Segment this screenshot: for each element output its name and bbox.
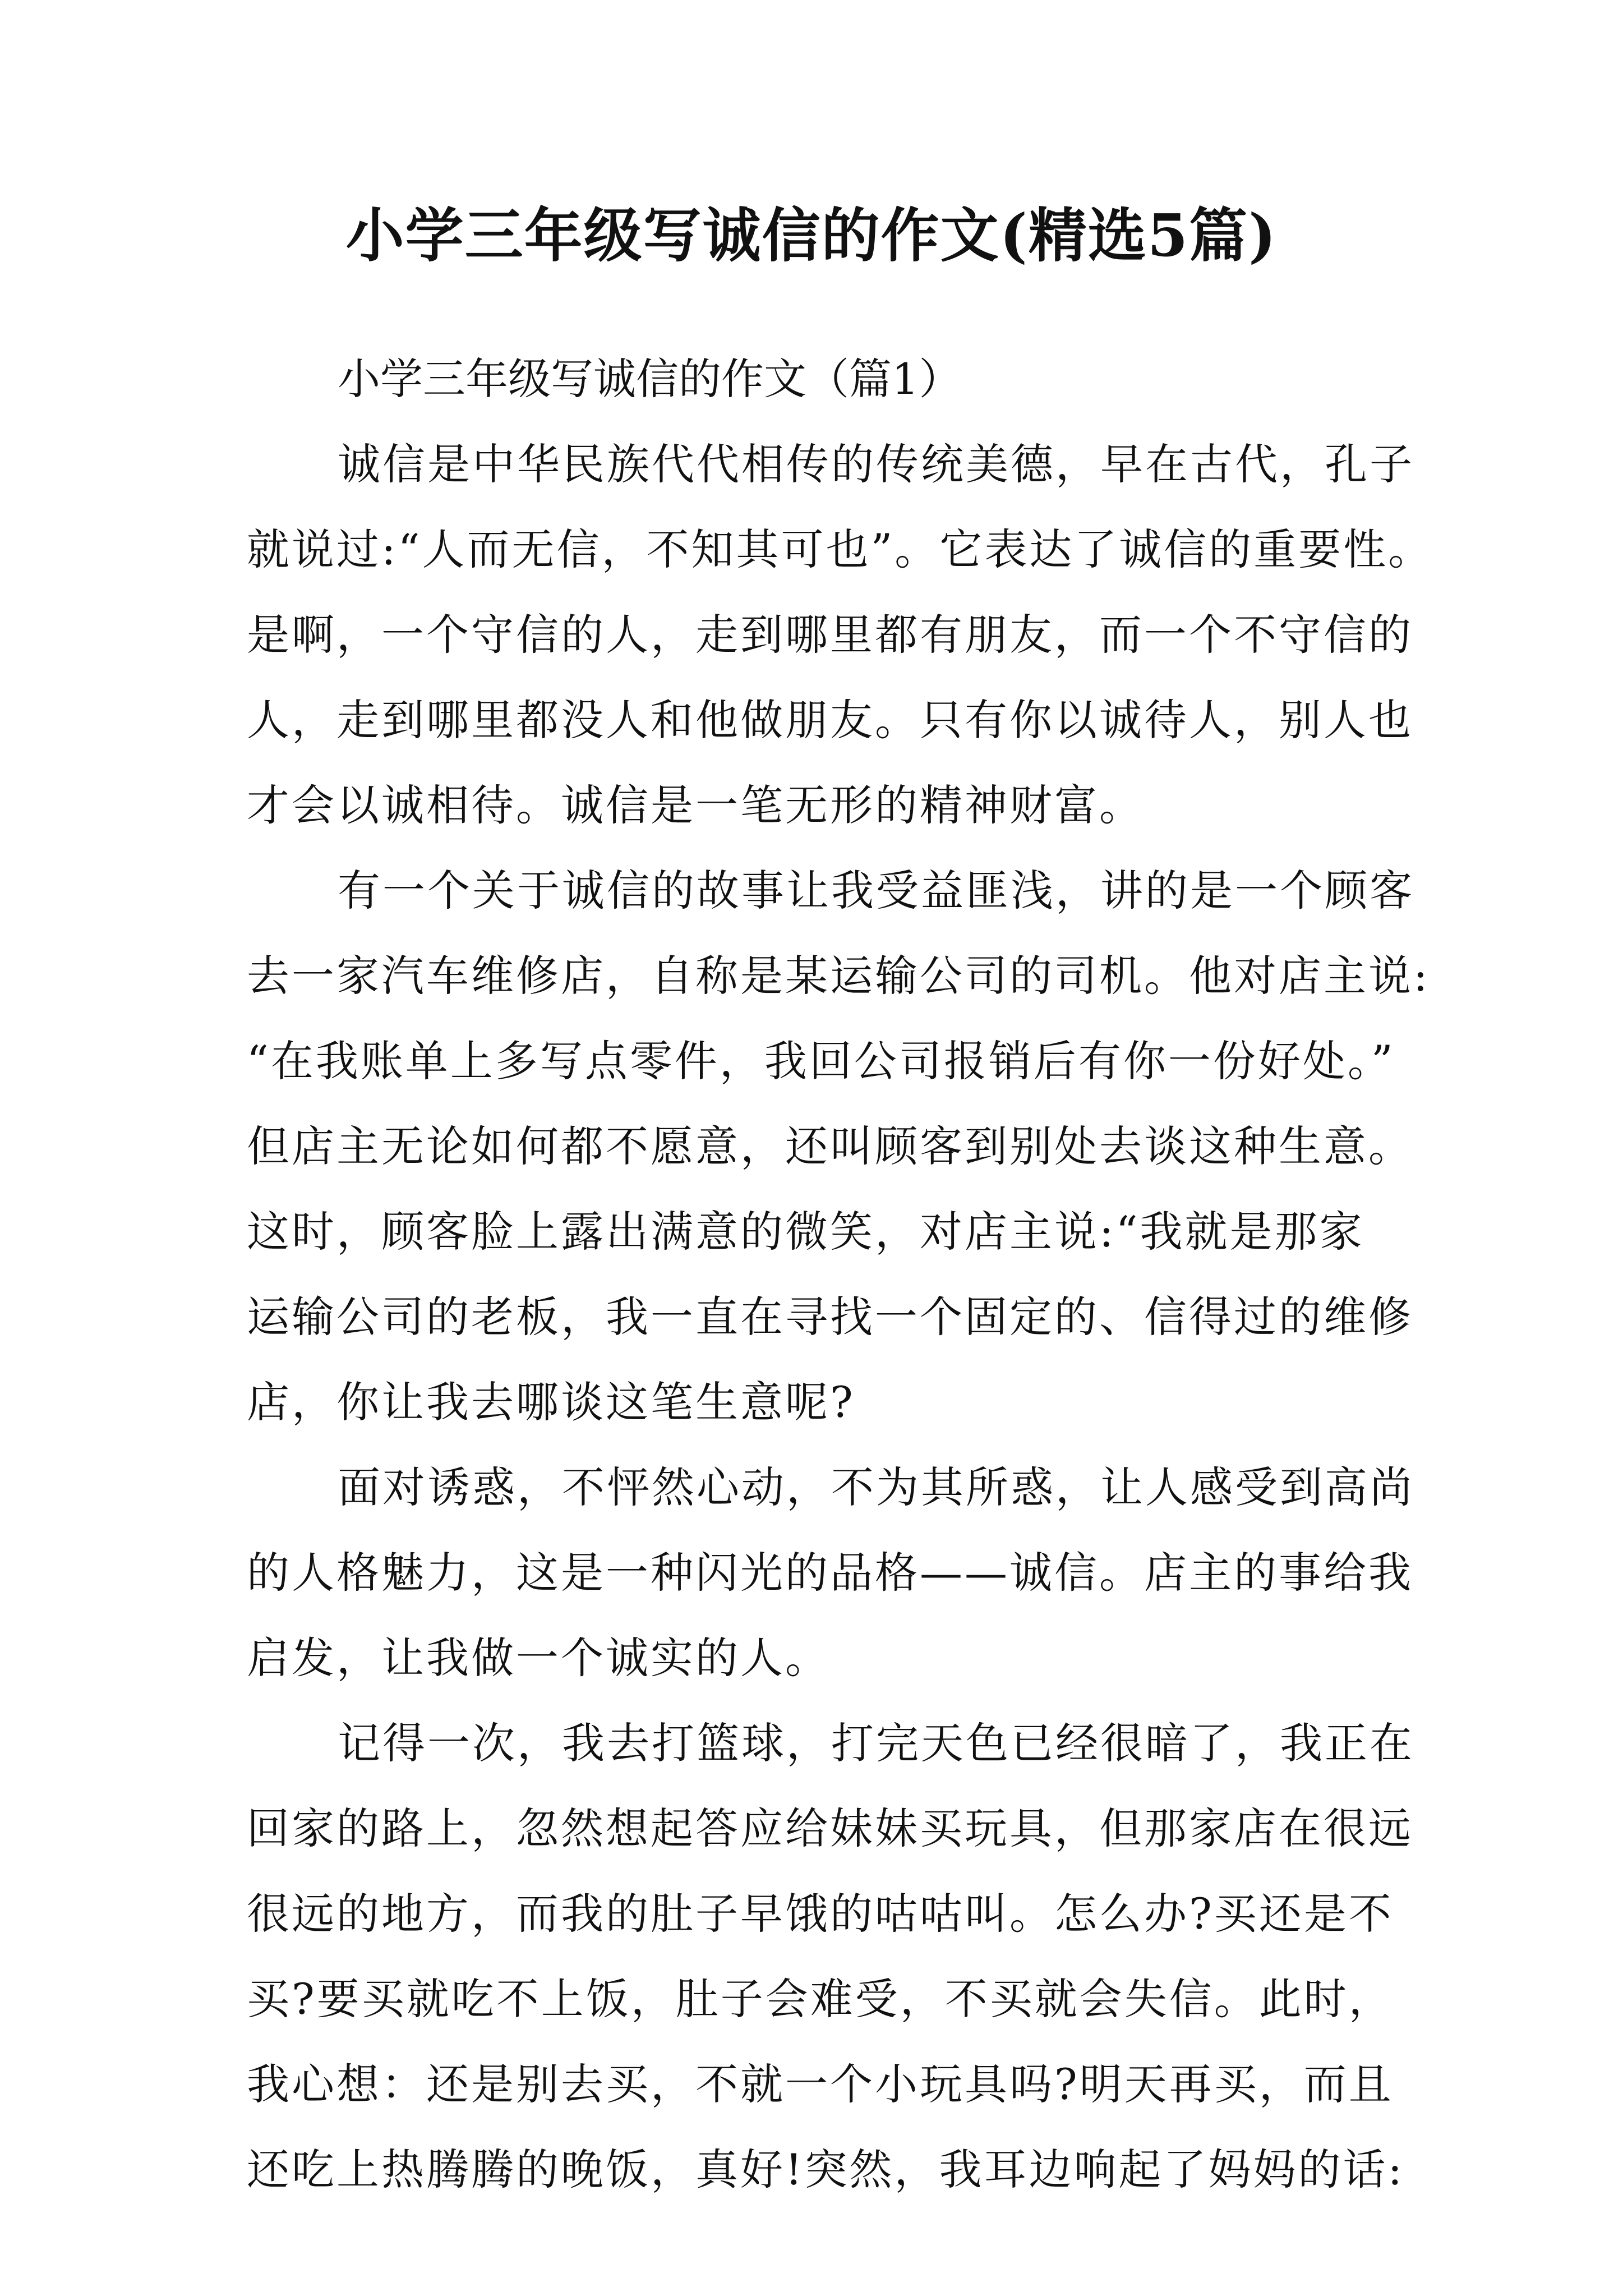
paragraph-line: 记得一次，我去打篮球，打完天色已经很暗了，我正在: [338, 1718, 1414, 1768]
paragraph-line: 有一个关于诚信的故事让我受益匪浅，讲的是一个顾客: [338, 866, 1414, 915]
paragraph-line: 买?要买就吃不上饭，肚子会难受，不买就会失信。此时，: [247, 1974, 1394, 2024]
paragraph-line: 才会以诚相待。诚信是一笔无形的精神财富。: [247, 780, 1144, 830]
paragraph-line: 运输公司的老板，我一直在寻找一个固定的、信得过的维修: [247, 1292, 1413, 1342]
paragraph-line: 回家的路上，忽然想起答应给妹妹买玩具，但那家店在很远: [247, 1803, 1413, 1853]
paragraph-line: 启发，让我做一个诚实的人。: [247, 1633, 830, 1683]
paragraph-line: “在我账单上多写点零件，我回公司报销后有你一份好处。”: [247, 1036, 1395, 1086]
paragraph-line: 是啊，一个守信的人，走到哪里都有朋友，而一个不守信的: [247, 610, 1413, 660]
paragraph-line: 人，走到哪里都没人和他做朋友。只有你以诚待人，别人也: [247, 695, 1413, 745]
paragraph-line: 就说过:“人而无信，不知其可也”。它表达了诚信的重要性。: [247, 524, 1433, 574]
document-body: [247, 337, 1433, 2212]
paragraph-line: 面对诱惑，不怦然心动，不为其所惑，让人感受到高尚: [338, 1462, 1414, 1512]
paragraph: [247, 1701, 1413, 2212]
paragraph-line: 很远的地方，而我的肚子早饿的咕咕叫。怎么办?买还是不: [247, 1889, 1394, 1939]
document-title: 小学三年级写诚信的作文(精选5篇): [345, 201, 1278, 270]
paragraph: [247, 1445, 1413, 1701]
paragraph-line: 我心想：还是别去买，不就一个小玩具吗?明天再买，而且: [247, 2059, 1394, 2109]
section-heading: 小学三年级写诚信的作文（篇1）: [338, 354, 962, 404]
paragraph: [247, 422, 1433, 848]
paragraph-line: 这时，顾客脸上露出满意的微笑，对店主说:“我就是那家: [247, 1207, 1364, 1257]
paragraph-line: 但店主无论如何都不愿意，还叫顾客到别处去谈这种生意。: [247, 1121, 1413, 1171]
paragraph-line: 的人格魅力，这是一种闪光的品格——诚信。店主的事给我: [247, 1548, 1413, 1598]
paragraph-line: 去一家汽车维修店，自称是某运输公司的司机。他对店主说:: [247, 951, 1430, 1001]
paragraph: [247, 848, 1430, 1445]
paragraph-line: 还吃上热腾腾的晚饭，真好!突然，我耳边响起了妈妈的话:: [247, 2145, 1405, 2194]
paragraph-line: 店，你让我去哪谈这笔生意呢?: [247, 1377, 855, 1427]
paragraph-line: 诚信是中华民族代代相传的传统美德，早在古代，孔子: [338, 439, 1414, 489]
